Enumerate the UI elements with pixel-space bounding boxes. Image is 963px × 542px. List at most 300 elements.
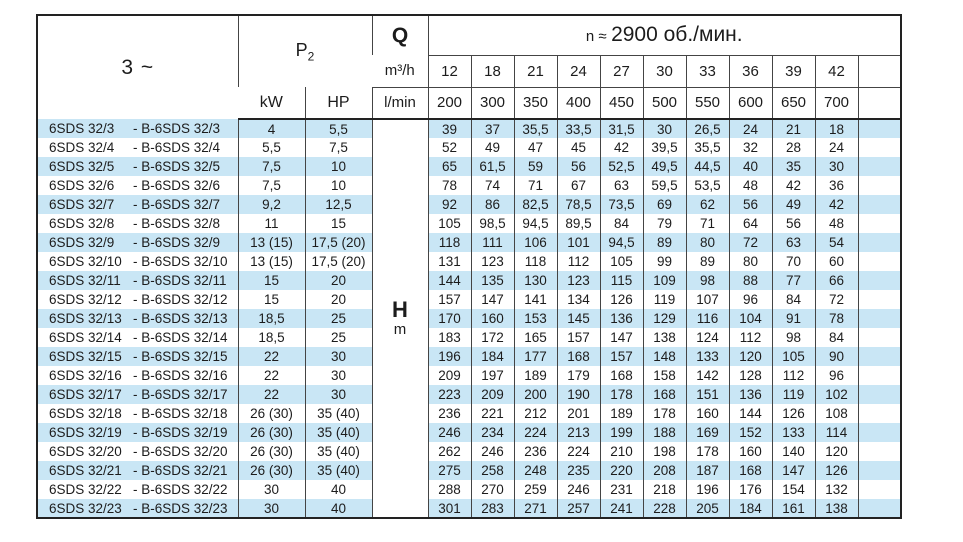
- head-value-cell: 26,5: [686, 119, 729, 138]
- head-value-cell: 184: [471, 347, 514, 366]
- table-row: [37, 290, 901, 309]
- hp-value-cell: 20: [305, 271, 372, 290]
- head-value-cell: 209: [428, 366, 471, 385]
- head-value-cell: 21: [772, 119, 815, 138]
- flow-lmin-cell: 500: [643, 87, 686, 119]
- head-value-cell: 45: [557, 138, 600, 157]
- h-unit-label: m: [393, 321, 407, 338]
- kw-value-cell: 4: [238, 119, 305, 138]
- head-value-cell: 270: [471, 480, 514, 499]
- q-header: Q: [372, 15, 428, 55]
- head-value-cell: 234: [471, 423, 514, 442]
- head-value-cell: 123: [557, 271, 600, 290]
- head-value-cell: 120: [729, 347, 772, 366]
- head-value-cell: 94,5: [514, 214, 557, 233]
- empty-cell: [858, 157, 901, 176]
- head-value-cell: 157: [428, 290, 471, 309]
- hp-value-cell: 20: [305, 290, 372, 309]
- head-value-cell: 98: [686, 271, 729, 290]
- flow-lmin-cell: 200: [428, 87, 471, 119]
- model-name: 6SDS 32/18: [49, 406, 122, 421]
- head-value-cell: 257: [557, 499, 600, 518]
- head-value-cell: 105: [772, 347, 815, 366]
- empty-cell: [858, 176, 901, 195]
- head-value-cell: 108: [815, 404, 858, 423]
- pump-table-body: [37, 119, 901, 518]
- head-value-cell: 157: [557, 328, 600, 347]
- head-value-cell: 56: [729, 195, 772, 214]
- flow-lmin-cell: 450: [600, 87, 643, 119]
- flow-m3h-cell: 24: [557, 55, 600, 87]
- head-value-cell: 134: [557, 290, 600, 309]
- head-value-cell: 135: [471, 271, 514, 290]
- table-row: [37, 176, 901, 195]
- head-value-cell: 228: [643, 499, 686, 518]
- head-value-cell: 96: [729, 290, 772, 309]
- kw-value-cell: 18,5: [238, 309, 305, 328]
- head-value-cell: 147: [471, 290, 514, 309]
- head-value-cell: 188: [643, 423, 686, 442]
- flow-m3h-cell: 18: [471, 55, 514, 87]
- hp-value-cell: 17,5 (20): [305, 252, 372, 271]
- head-value-cell: 198: [643, 442, 686, 461]
- head-value-cell: 199: [600, 423, 643, 442]
- head-value-cell: 119: [772, 385, 815, 404]
- head-value-cell: 28: [772, 138, 815, 157]
- head-value-cell: 49: [772, 195, 815, 214]
- head-value-cell: 104: [729, 309, 772, 328]
- head-value-cell: 246: [471, 442, 514, 461]
- head-value-cell: 246: [557, 480, 600, 499]
- empty-cell: [858, 499, 901, 518]
- head-value-cell: 148: [643, 347, 686, 366]
- kw-value-cell: 11: [238, 214, 305, 233]
- head-value-cell: 144: [428, 271, 471, 290]
- table-row: [37, 119, 901, 138]
- head-value-cell: 212: [514, 404, 557, 423]
- head-value-cell: 221: [471, 404, 514, 423]
- empty-cell: [858, 347, 901, 366]
- head-value-cell: 69: [643, 195, 686, 214]
- head-value-cell: 133: [772, 423, 815, 442]
- head-value-cell: 35,5: [514, 119, 557, 138]
- head-value-cell: 126: [815, 461, 858, 480]
- flow-lmin-cell: 300: [471, 87, 514, 119]
- model-cell: [37, 138, 238, 157]
- head-value-cell: 172: [471, 328, 514, 347]
- speed-header: [428, 15, 901, 55]
- kw-value-cell: 7,5: [238, 176, 305, 195]
- model-alt-name: - B-6SDS 32/4: [133, 140, 221, 155]
- head-value-cell: 48: [729, 176, 772, 195]
- head-value-cell: 116: [686, 309, 729, 328]
- empty-cell: [858, 480, 901, 499]
- kw-value-cell: 26 (30): [238, 442, 305, 461]
- head-value-cell: 235: [557, 461, 600, 480]
- table-row: [37, 404, 901, 423]
- empty-cell: [858, 271, 901, 290]
- head-value-cell: 89,5: [557, 214, 600, 233]
- kw-value-cell: 26 (30): [238, 461, 305, 480]
- model-alt-name: - B-6SDS 32/19: [133, 425, 228, 440]
- head-value-cell: 98,5: [471, 214, 514, 233]
- model-cell: [37, 271, 238, 290]
- model-name: 6SDS 32/15: [49, 349, 122, 364]
- head-value-cell: 32: [729, 138, 772, 157]
- head-value-cell: 88: [729, 271, 772, 290]
- head-value-cell: 178: [686, 442, 729, 461]
- head-value-cell: 80: [686, 233, 729, 252]
- head-value-cell: 248: [514, 461, 557, 480]
- head-value-cell: 84: [815, 328, 858, 347]
- model-name: 6SDS 32/22: [49, 482, 122, 497]
- head-value-cell: 196: [428, 347, 471, 366]
- head-value-cell: 154: [772, 480, 815, 499]
- model-cell: [37, 499, 238, 518]
- head-value-cell: 161: [772, 499, 815, 518]
- model-alt-name: - B-6SDS 32/7: [133, 197, 221, 212]
- head-value-cell: 126: [600, 290, 643, 309]
- head-value-cell: 120: [815, 442, 858, 461]
- model-name: 6SDS 32/21: [49, 463, 122, 478]
- head-value-cell: 145: [557, 309, 600, 328]
- head-value-cell: 151: [686, 385, 729, 404]
- head-value-cell: 79: [643, 214, 686, 233]
- model-cell: [37, 157, 238, 176]
- head-value-cell: 37: [471, 119, 514, 138]
- head-value-cell: 258: [471, 461, 514, 480]
- head-value-cell: 288: [428, 480, 471, 499]
- hp-value-cell: 35 (40): [305, 442, 372, 461]
- head-value-cell: 52: [428, 138, 471, 157]
- head-value-cell: 190: [557, 385, 600, 404]
- head-value-cell: 118: [428, 233, 471, 252]
- hp-value-cell: 35 (40): [305, 423, 372, 442]
- head-value-cell: 94,5: [600, 233, 643, 252]
- model-cell: [37, 290, 238, 309]
- kw-value-cell: 22: [238, 385, 305, 404]
- head-value-cell: 59,5: [643, 176, 686, 195]
- h-label: H: [392, 297, 408, 322]
- head-value-cell: 201: [557, 404, 600, 423]
- model-alt-name: - B-6SDS 32/14: [133, 330, 228, 345]
- model-cell: [37, 404, 238, 423]
- head-value-cell: 92: [428, 195, 471, 214]
- model-name: 6SDS 32/9: [49, 235, 115, 250]
- model-alt-name: - B-6SDS 32/16: [133, 368, 228, 383]
- lmin-unit-label: l/min: [372, 87, 428, 119]
- empty-cell: [858, 442, 901, 461]
- model-alt-name: - B-6SDS 32/22: [133, 482, 228, 497]
- head-value-cell: 49,5: [643, 157, 686, 176]
- flow-lmin-cell: 700: [815, 87, 858, 119]
- table-row: [37, 309, 901, 328]
- head-value-cell: 40: [729, 157, 772, 176]
- kw-value-cell: 22: [238, 366, 305, 385]
- kw-value-cell: 26 (30): [238, 404, 305, 423]
- m3h-unit-label: m³/h: [372, 55, 428, 87]
- head-value-cell: 168: [600, 366, 643, 385]
- head-value-cell: 224: [557, 442, 600, 461]
- model-name: 6SDS 32/20: [49, 444, 122, 459]
- head-value-cell: 72: [815, 290, 858, 309]
- model-name: 6SDS 32/16: [49, 368, 122, 383]
- head-value-cell: 140: [772, 442, 815, 461]
- head-value-cell: 90: [815, 347, 858, 366]
- head-value-cell: 107: [686, 290, 729, 309]
- model-alt-name: - B-6SDS 32/17: [133, 387, 228, 402]
- head-value-cell: 35: [772, 157, 815, 176]
- head-value-cell: 111: [471, 233, 514, 252]
- kw-value-cell: 22: [238, 347, 305, 366]
- head-value-cell: 80: [729, 252, 772, 271]
- model-name: 6SDS 32/12: [49, 292, 122, 307]
- head-value-cell: 64: [729, 214, 772, 233]
- head-value-cell: 157: [600, 347, 643, 366]
- p2-header: [238, 15, 372, 87]
- head-value-cell: 66: [815, 271, 858, 290]
- model-alt-name: - B-6SDS 32/15: [133, 349, 228, 364]
- head-value-cell: 71: [686, 214, 729, 233]
- kw-value-cell: 13 (15): [238, 233, 305, 252]
- head-value-cell: 36: [815, 176, 858, 195]
- head-value-cell: 84: [772, 290, 815, 309]
- head-value-cell: 152: [729, 423, 772, 442]
- model-alt-name: - B-6SDS 32/8: [133, 216, 221, 231]
- head-value-cell: 67: [557, 176, 600, 195]
- hp-value-cell: 35 (40): [305, 404, 372, 423]
- head-value-cell: 84: [600, 214, 643, 233]
- head-value-cell: 301: [428, 499, 471, 518]
- head-value-cell: 30: [815, 157, 858, 176]
- head-value-cell: 24: [729, 119, 772, 138]
- head-value-cell: 241: [600, 499, 643, 518]
- hp-value-cell: 25: [305, 328, 372, 347]
- flow-lmin-cell: 650: [772, 87, 815, 119]
- p2-base: P: [295, 39, 308, 60]
- head-value-cell: 138: [643, 328, 686, 347]
- head-value-cell: 42: [772, 176, 815, 195]
- hp-value-cell: 15: [305, 214, 372, 233]
- kw-value-cell: 26 (30): [238, 423, 305, 442]
- model-name: 6SDS 32/19: [49, 425, 122, 440]
- model-name: 6SDS 32/4: [49, 140, 115, 155]
- header-row-top: [37, 15, 901, 55]
- table-row: [37, 214, 901, 233]
- head-value-cell: 61,5: [471, 157, 514, 176]
- head-value-cell: 42: [815, 195, 858, 214]
- head-value-cell: 160: [471, 309, 514, 328]
- head-column-cell: [372, 119, 428, 518]
- kw-value-cell: 9,2: [238, 195, 305, 214]
- hp-value-cell: 25: [305, 309, 372, 328]
- head-value-cell: 112: [729, 328, 772, 347]
- head-value-cell: 96: [815, 366, 858, 385]
- head-value-cell: 138: [815, 499, 858, 518]
- head-value-cell: 275: [428, 461, 471, 480]
- head-value-cell: 99: [643, 252, 686, 271]
- hp-value-cell: 35 (40): [305, 461, 372, 480]
- hp-value-cell: 40: [305, 499, 372, 518]
- head-value-cell: 70: [772, 252, 815, 271]
- model-name: 6SDS 32/3: [49, 121, 115, 136]
- model-cell: [37, 309, 238, 328]
- head-value-cell: 109: [643, 271, 686, 290]
- head-value-cell: 78: [428, 176, 471, 195]
- empty-cell: [858, 195, 901, 214]
- flow-m3h-cell: 30: [643, 55, 686, 87]
- flow-m3h-cell: 27: [600, 55, 643, 87]
- table-row: [37, 138, 901, 157]
- head-value-cell: 56: [772, 214, 815, 233]
- table-row: [37, 366, 901, 385]
- empty-cell: [858, 328, 901, 347]
- head-value-cell: 178: [643, 404, 686, 423]
- head-value-cell: 153: [514, 309, 557, 328]
- head-value-cell: 246: [428, 423, 471, 442]
- head-value-cell: 86: [471, 195, 514, 214]
- table-row: [37, 233, 901, 252]
- model-alt-name: - B-6SDS 32/18: [133, 406, 228, 421]
- head-value-cell: 106: [514, 233, 557, 252]
- model-name: 6SDS 32/13: [49, 311, 122, 326]
- head-value-cell: 183: [428, 328, 471, 347]
- head-value-cell: 115: [600, 271, 643, 290]
- hp-value-cell: 10: [305, 176, 372, 195]
- model-name: 6SDS 32/7: [49, 197, 115, 212]
- table-header: [37, 15, 901, 119]
- kw-value-cell: 18,5: [238, 328, 305, 347]
- head-value-cell: 78: [815, 309, 858, 328]
- head-value-cell: 129: [643, 309, 686, 328]
- head-value-cell: 218: [643, 480, 686, 499]
- table-row: [37, 157, 901, 176]
- head-value-cell: 60: [815, 252, 858, 271]
- empty-cell: [858, 214, 901, 233]
- head-value-cell: 169: [686, 423, 729, 442]
- head-value-cell: 78,5: [557, 195, 600, 214]
- empty-cell: [858, 252, 901, 271]
- model-cell: [37, 385, 238, 404]
- model-alt-name: - B-6SDS 32/21: [133, 463, 228, 478]
- model-cell: [37, 328, 238, 347]
- model-name: 6SDS 32/8: [49, 216, 115, 231]
- table-row: [37, 271, 901, 290]
- head-value-cell: 196: [686, 480, 729, 499]
- flow-m3h-cell: 42: [815, 55, 858, 87]
- model-cell: [37, 119, 238, 138]
- model-alt-name: - B-6SDS 32/10: [133, 254, 228, 269]
- head-value-cell: 133: [686, 347, 729, 366]
- head-value-cell: 224: [514, 423, 557, 442]
- flow-m3h-cell: 36: [729, 55, 772, 87]
- head-value-cell: 189: [514, 366, 557, 385]
- kw-value-cell: 15: [238, 271, 305, 290]
- head-value-cell: 136: [729, 385, 772, 404]
- kw-value-cell: 13 (15): [238, 252, 305, 271]
- model-alt-name: - B-6SDS 32/5: [133, 159, 221, 174]
- head-value-cell: 91: [772, 309, 815, 328]
- model-cell: [37, 176, 238, 195]
- head-value-cell: 39: [428, 119, 471, 138]
- empty-cell: [858, 119, 901, 138]
- head-value-cell: 142: [686, 366, 729, 385]
- head-value-cell: 112: [772, 366, 815, 385]
- head-value-cell: 71: [514, 176, 557, 195]
- hp-value-cell: 12,5: [305, 195, 372, 214]
- model-name: 6SDS 32/5: [49, 159, 115, 174]
- model-name: 6SDS 32/23: [49, 500, 122, 516]
- empty-header-cell: [858, 55, 901, 87]
- head-value-cell: 39,5: [643, 138, 686, 157]
- model-cell: [37, 480, 238, 499]
- empty-cell: [858, 138, 901, 157]
- model-alt-name: - B-6SDS 32/12: [133, 292, 228, 307]
- head-value-cell: 136: [600, 309, 643, 328]
- head-value-cell: 48: [815, 214, 858, 233]
- model-name: 6SDS 32/6: [49, 178, 115, 193]
- empty-cell: [858, 290, 901, 309]
- head-value-cell: 44,5: [686, 157, 729, 176]
- head-value-cell: 77: [772, 271, 815, 290]
- head-value-cell: 54: [815, 233, 858, 252]
- model-cell: [37, 347, 238, 366]
- head-value-cell: 52,5: [600, 157, 643, 176]
- model-alt-name: - B-6SDS 32/3: [133, 121, 221, 136]
- flow-m3h-cell: 33: [686, 55, 729, 87]
- head-value-cell: 147: [600, 328, 643, 347]
- head-value-cell: 197: [471, 366, 514, 385]
- head-value-cell: 236: [428, 404, 471, 423]
- flow-lmin-cell: 350: [514, 87, 557, 119]
- empty-cell: [858, 309, 901, 328]
- head-value-cell: 170: [428, 309, 471, 328]
- head-value-cell: 53,5: [686, 176, 729, 195]
- model-name: 6SDS 32/17: [49, 387, 122, 402]
- head-value-cell: 223: [428, 385, 471, 404]
- head-value-cell: 74: [471, 176, 514, 195]
- model-name: 6SDS 32/14: [49, 330, 122, 345]
- head-value-cell: 200: [514, 385, 557, 404]
- flow-m3h-cell: 12: [428, 55, 471, 87]
- head-value-cell: 144: [729, 404, 772, 423]
- head-value-cell: 179: [557, 366, 600, 385]
- head-value-cell: 209: [471, 385, 514, 404]
- head-value-cell: 33,5: [557, 119, 600, 138]
- flow-lmin-cell: 550: [686, 87, 729, 119]
- head-value-cell: 105: [600, 252, 643, 271]
- hp-value-cell: 30: [305, 366, 372, 385]
- head-value-cell: 210: [600, 442, 643, 461]
- pump-performance-table: [36, 14, 902, 519]
- head-value-cell: 18: [815, 119, 858, 138]
- head-value-cell: 271: [514, 499, 557, 518]
- phase-header: 3 ~: [121, 55, 155, 79]
- head-value-cell: 236: [514, 442, 557, 461]
- head-value-cell: 89: [686, 252, 729, 271]
- hp-value-cell: 30: [305, 347, 372, 366]
- speed-prefix: n ≈: [585, 28, 607, 46]
- head-value-cell: 42: [600, 138, 643, 157]
- head-value-cell: 128: [729, 366, 772, 385]
- head-value-cell: 168: [643, 385, 686, 404]
- head-value-cell: 124: [686, 328, 729, 347]
- table-row: [37, 195, 901, 214]
- head-value-cell: 49: [471, 138, 514, 157]
- p2-subscript: 2: [307, 49, 315, 64]
- head-value-cell: 63: [600, 176, 643, 195]
- flow-lmin-cell: 600: [729, 87, 772, 119]
